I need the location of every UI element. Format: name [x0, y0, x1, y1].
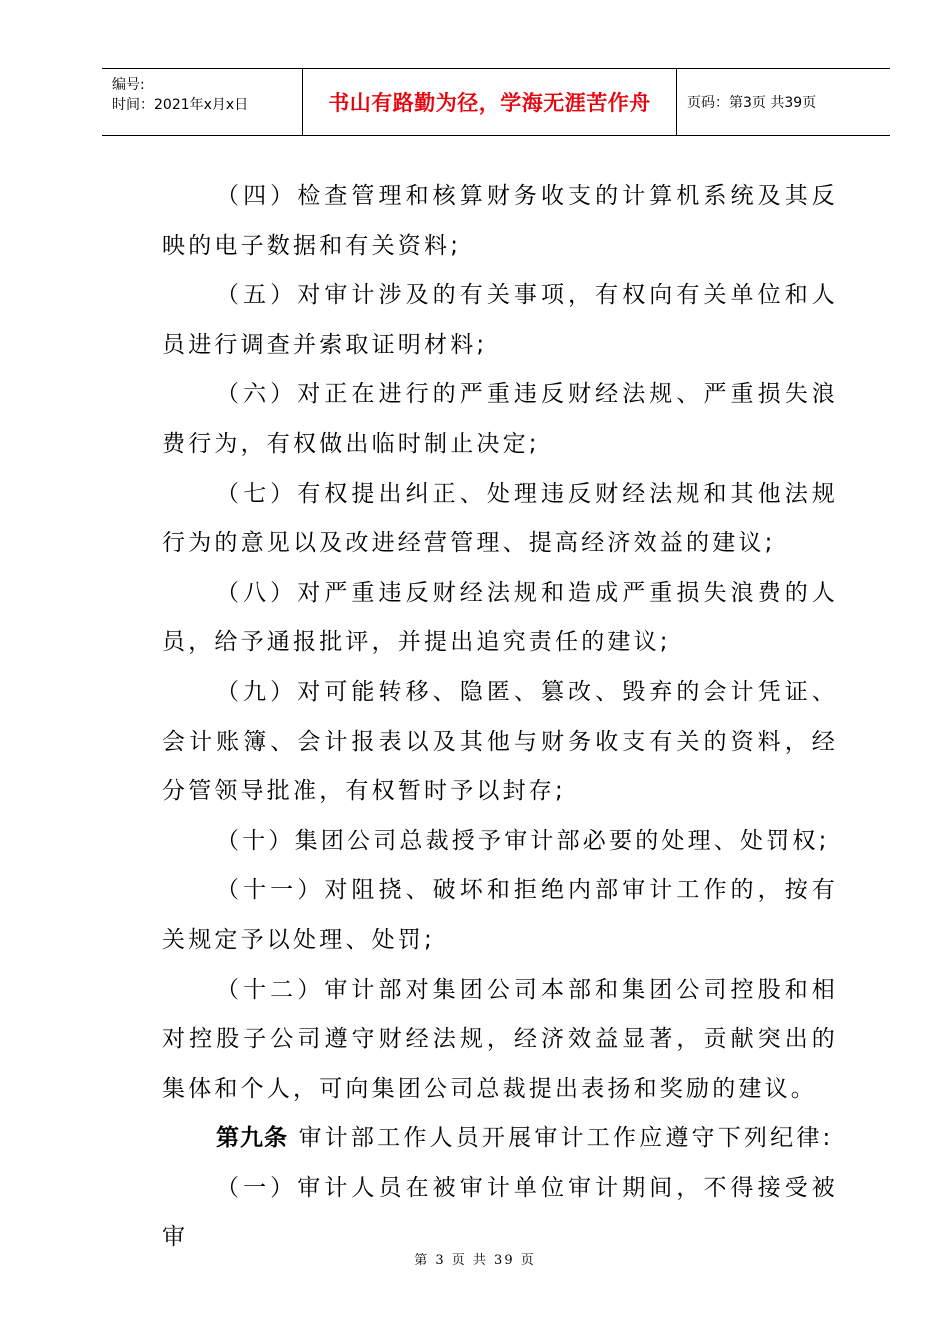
page-footer: 第 3 页 共 39 页: [414, 1253, 536, 1268]
paragraph: （十一）对阻挠、破坏和拒绝内部审计工作的，按有关规定予以处理、处罚;: [162, 877, 838, 953]
paragraph: （七）有权提出纠正、处理违反财经法规和其他法规行为的意见以及改进经营管理、提高经济效益的建议;: [162, 480, 838, 557]
header-motto-cell: [303, 69, 677, 135]
article-heading: [162, 1114, 838, 1164]
document-header: [102, 68, 890, 136]
number-label: 编号:: [112, 77, 145, 93]
date-label: 时间：2021年x月x日: [112, 97, 249, 113]
motto-text: 书山有路勤为径，学海无涯苦作舟: [328, 91, 651, 115]
paragraph: （一）审计人员在被审计单位审计期间，不得接受被审: [162, 1174, 838, 1251]
header-meta-cell: [102, 69, 303, 135]
paragraph: （八）对严重违反财经法规和造成严重损失浪费的人员，给予通报批评，并提出追究责任的建议;: [162, 579, 838, 656]
article-label: 第九条: [216, 1125, 288, 1152]
paragraph: （五）对审计涉及的有关事项，有权向有关单位和人员进行调查并索取证明材料;: [162, 282, 838, 358]
page-info: 页码：第3页 共39页: [687, 95, 817, 111]
paragraph: （四）检查管理和核算财务收支的计算机系统及其反映的电子数据和有关资料;: [162, 183, 838, 259]
paragraph: （九）对可能转移、隐匿、篡改、毁弃的会计凭证、会计账簿、会计报表以及其他与财务收支有关的资料，经分管领导批准，有权暂时予以封存;: [162, 678, 838, 805]
document-body: [162, 172, 838, 1263]
paragraph: （十二）审计部对集团公司本部和集团公司控股和相对控股子公司遵守财经法规，经济效益显著，贡献突出的集体和个人，可向集团公司总裁提出表扬和奖励的建议。: [162, 976, 838, 1102]
paragraph: （六）对正在进行的严重违反财经法规、严重损失浪费行为，有权做出临时制止决定;: [162, 381, 838, 457]
paragraph: （十）集团公司总裁授予审计部必要的处理、处罚权;: [216, 827, 830, 854]
article-text: 审计部工作人员开展审计工作应遵守下列纪律:: [298, 1125, 834, 1152]
header-page-cell: [677, 69, 890, 135]
